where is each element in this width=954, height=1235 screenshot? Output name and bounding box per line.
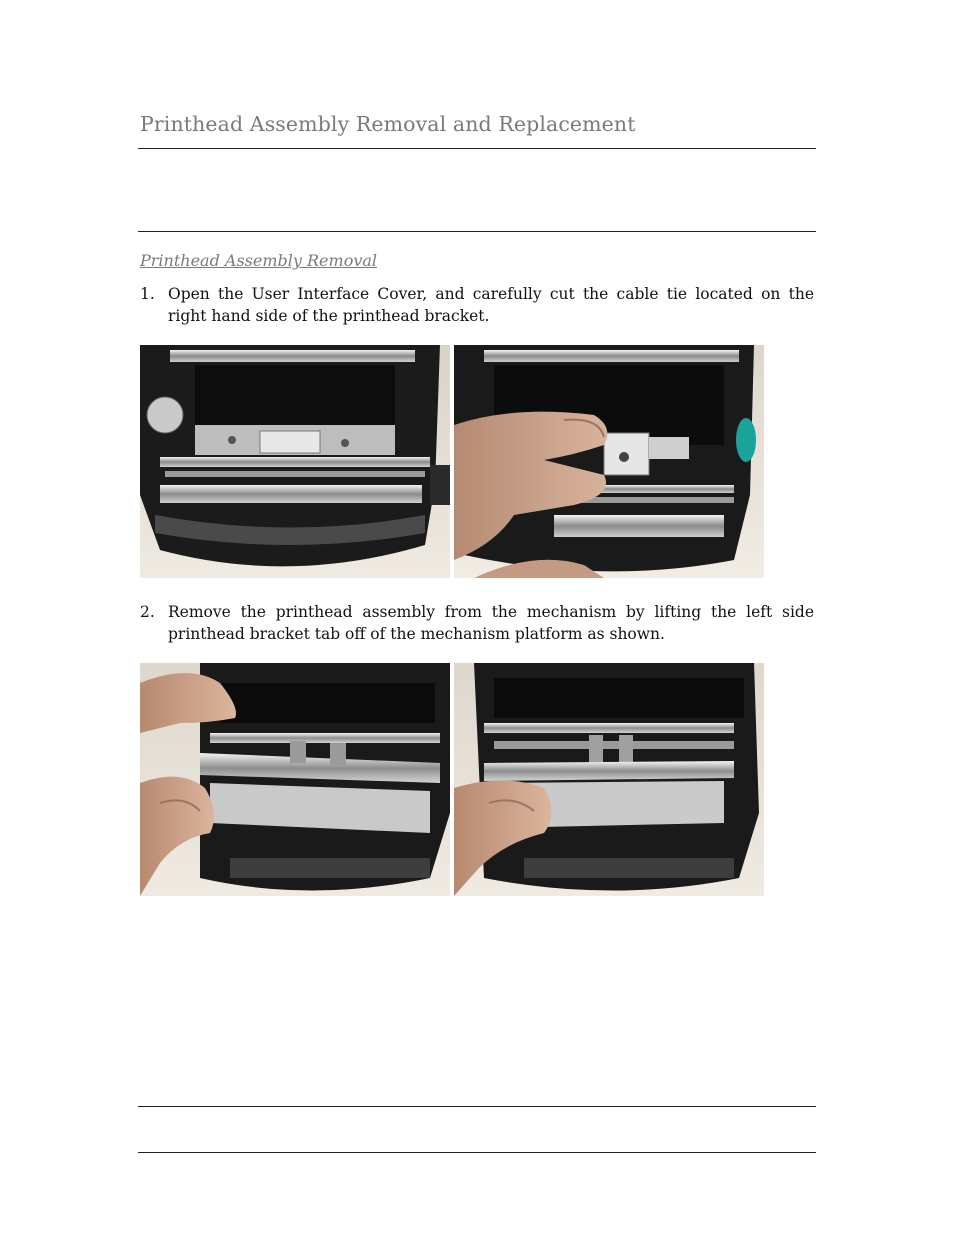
photo-removing-printhead <box>454 663 764 896</box>
step-text: Remove the printhead assembly from the mechanism by lifting the left side printhead bracket tab off of the mechanism platform as shown. <box>168 603 814 643</box>
step-number: 2. <box>140 603 155 621</box>
step-text: Open the User Interface Cover, and carefully cut the cable tie located on the right hand side of the printhead bracket. <box>168 285 814 325</box>
photo-cutting-cable-tie <box>454 345 764 578</box>
footer-rule-bottom <box>138 1152 816 1153</box>
step-2 <box>140 601 814 645</box>
section-heading: Printhead Assembly Removal <box>140 251 378 270</box>
photo-lifting-left-tab <box>140 663 450 896</box>
header-rule <box>138 148 816 149</box>
step-number: 1. <box>140 285 155 303</box>
photo-printhead-bracket-open <box>140 345 450 578</box>
footer-rule-top <box>138 1106 816 1107</box>
step-1 <box>140 283 814 327</box>
page-title: Printhead Assembly Removal and Replacement <box>140 112 636 136</box>
section-rule <box>138 231 816 232</box>
